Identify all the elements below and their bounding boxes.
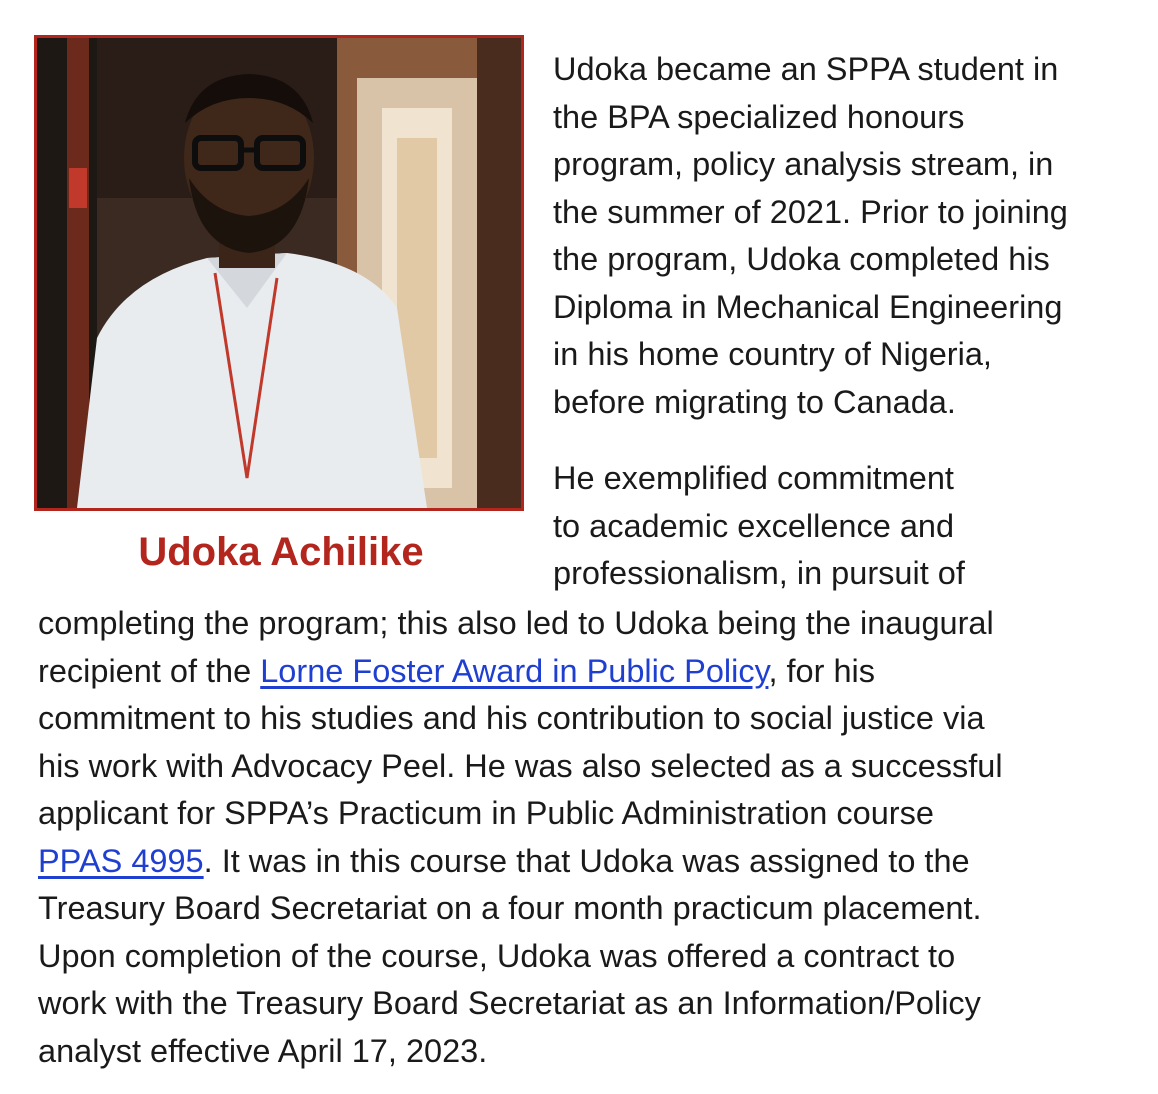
ppas-4995-link[interactable]: PPAS 4995 (38, 842, 204, 879)
achievement-paragraph-rest (38, 600, 1153, 1075)
profile-photo (34, 35, 524, 511)
text-segment: , for his (768, 652, 875, 689)
paragraph-line: applicant for SPPA’s Practicum in Public Administration course (38, 795, 934, 831)
paragraph-line: to academic excellence and (553, 507, 955, 544)
paragraph-line: Diploma in Mechanical Engineering (553, 288, 1063, 325)
paragraph-line: Udoka became an SPPA student in (553, 51, 1059, 87)
lorne-foster-award-link[interactable]: Lorne Foster Award in Public Policy (260, 652, 769, 689)
paragraph-line: before migrating to Canada. (553, 383, 956, 420)
paragraph-line: professionalism, in pursuit of (553, 555, 965, 591)
paragraph-line: the program, Udoka completed his (553, 241, 1050, 277)
achievement-paragraph-start (553, 455, 1153, 598)
paragraph-line: completing the program; this also led to Udoka being the inaugural (38, 605, 994, 641)
paragraph-line: his work with Advocacy Peel. He was also selected as a successful (38, 747, 1003, 784)
paragraph-line (38, 648, 1153, 696)
paragraph-line: program, policy analysis stream, in (553, 146, 1054, 182)
paragraph-line: commitment to his studies and his contribution to social justice via (38, 700, 985, 736)
text-segment: recipient of the (38, 652, 261, 689)
intro-paragraph (553, 46, 1153, 426)
paragraph-line: analyst effective April 17, 2023. (38, 1032, 488, 1069)
paragraph-line (38, 838, 1153, 886)
paragraph-line: in his home country of Nigeria, (553, 336, 992, 372)
profile-name: Udoka Achilike (138, 530, 424, 574)
paragraph-line: Treasury Board Secretariat on a four month practicum placement. (38, 890, 982, 926)
paragraph-line: the summer of 2021. Prior to joining (553, 193, 1068, 230)
text-segment: . It was in this course that Udoka was assigned to the (203, 842, 970, 879)
paragraph-line: work with the Treasury Board Secretariat as an Information/Policy (38, 985, 981, 1021)
paragraph-line: He exemplified commitment (553, 460, 954, 496)
paragraph-line: the BPA specialized honours (553, 98, 965, 135)
portrait-image (37, 38, 521, 508)
paragraph-line: Upon completion of the course, Udoka was offered a contract to (38, 937, 956, 974)
